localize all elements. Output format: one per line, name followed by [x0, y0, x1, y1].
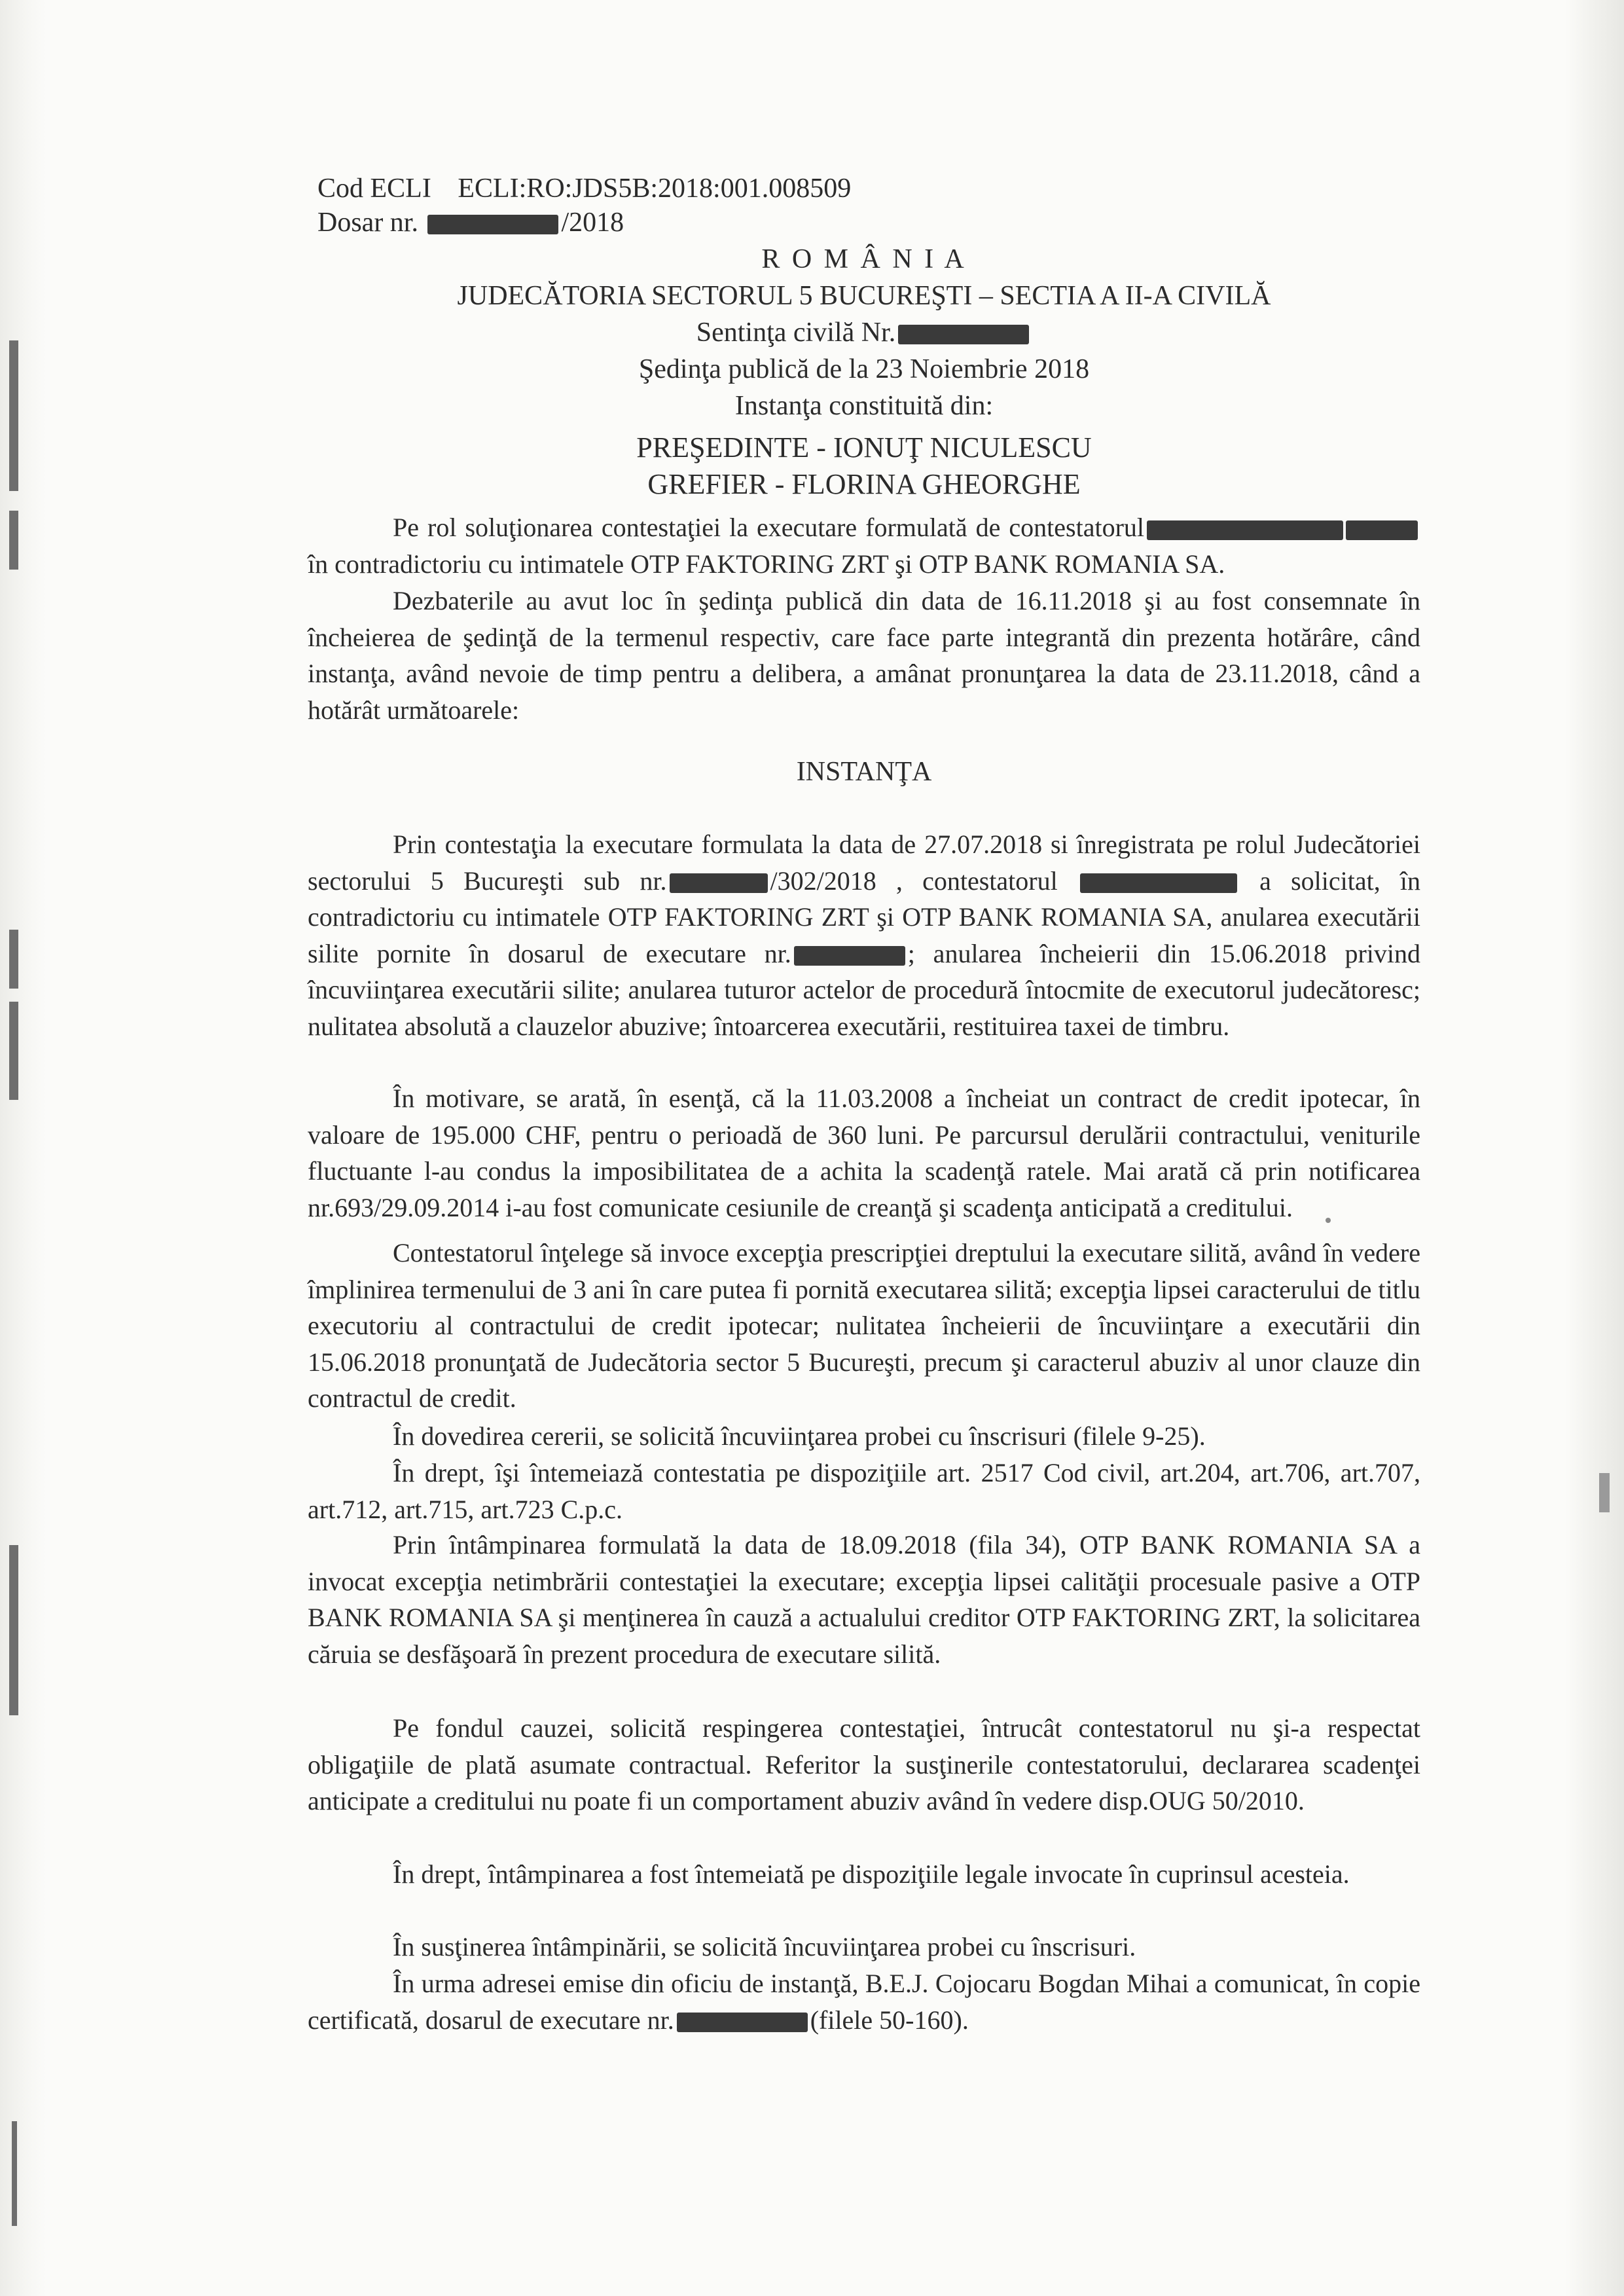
body-paragraph-9: În susţinerea întâmpinării, se solicită încuviinţarea probei cu înscrisuri. — [393, 1932, 1136, 1961]
ecli-line — [317, 172, 1430, 206]
intro-text-a: Pe rol soluţionarea contestaţiei la executare formulată de contestatorul — [393, 513, 1144, 542]
redaction-bar — [898, 325, 1029, 344]
scan-artifact — [9, 1545, 18, 1715]
country-line: R O M Â N I A — [761, 244, 967, 274]
redaction-bar — [1147, 520, 1343, 540]
body-paragraph-3: Contestatorul înţelege să invoce excepţia prescripţiei dreptului la executare silită, având în vedere împlinirea termenului de 3 ani în care putea fi pornită executarea silită; excepţia lipsei caracterului de titlu executoriu al contractului de credit ipotecar; nulitatea încheierii de încuviinţare a executării din 15.06.2018 pronunţată de Judecătoria sector 5 Bucureşti, precum şi caracterul abuziv al unor clauze din contractul de credit. — [308, 1238, 1420, 1413]
intro-paragraph-1 — [308, 509, 1420, 582]
scan-artifact — [9, 930, 18, 989]
case-header — [317, 172, 1430, 240]
body-paragraph-2: În motivare, se arată, în esenţă, că la 11.03.2008 a încheiat un contract de credit ipotecar, în valoare de 195.000 CHF, pentru o perioadă de 360 luni. Pe parcursul derulării contractului, veniturile fluctuante l-au condus la imposibilitatea de a achita la scadenţă ratele. Mai arată că prin notificarea nr.693/29.09.2014 i-au fost comunicate cesiunile de creanţă şi scadenţa anticipată a creditului. — [308, 1084, 1420, 1222]
scan-artifact — [1599, 1473, 1610, 1512]
redaction-bar — [427, 215, 558, 234]
dosar-label: Dosar nr. — [317, 208, 418, 238]
redaction-bar — [1346, 520, 1418, 540]
body-text: /302/2018 , contestatorul — [770, 866, 1058, 896]
body-text: Prin contestaţia la executare formulata la data de 27.07.2018 si înregistrata pe rolul Judecătoriei sectorului 5 Bucureşti sub nr. — [308, 829, 1420, 896]
section-heading: INSTANŢA — [796, 757, 932, 787]
court-line: JUDECĂTORIA SECTORUL 5 BUCUREŞTI – SECTIA A II-A CIVILĂ — [457, 281, 1271, 311]
body-text: ; anularea încheierii din 15.06.2018 privind încuviinţarea executării silite; anularea tuturor actelor de procedură întocmite de executorul judecătoresc; nulitatea absolută a clauzelor abuzive; întoarcerea executării, restituirea taxei de timbru. — [308, 938, 1421, 1041]
scan-artifact — [12, 2121, 17, 2226]
body-paragraph-7: Pe fondul cauzei, solicită respingerea contestaţiei, întrucât contestatorul nu şi-a respectat obligaţiile de plată asumate contractual. Referitor la susţinerile contestatorului, declararea scadenţei anticipate a creditului nu poate fi un comportament abuziv având în vedere disp.OUG 50/2010. — [308, 1713, 1420, 1815]
intro-paragraph-2: Dezbaterile au avut loc în şedinţa publică din data de 16.11.2018 şi au fost consemnate în încheierea de şedinţă de la termenul respectiv, care face parte integrantă din prezenta hotărâre, când instanţa, având nevoie de timp pentru a delibera, a amânat pronunţarea la data de 23.11.2018, când a hotărât următoarele: — [308, 586, 1420, 725]
dosar-line — [317, 206, 1430, 240]
body-text: În urma adresei emise din oficiu de instanţă, B.E.J. Cojocaru Bogdan Mihai a comunicat, în copie certificată, dosarul de executare nr. — [308, 1969, 1420, 2035]
presedinte-line: PREŞEDINTE - IONUŢ NICULESCU — [636, 431, 1092, 464]
sentinta-label: Sentinţa civilă Nr. — [696, 318, 896, 348]
body-paragraph-5: În drept, îşi întemeiază contestatia pe dispoziţiile art. 2517 Cod civil, art.204, art.706, art.707, art.712, art.715, art.723 C.p.c. — [308, 1458, 1420, 1524]
intro-text-b: în contradictoriu cu intimatele OTP FAKTORING ZRT şi OTP BANK ROMANIA SA. — [308, 549, 1225, 579]
redaction-bar — [670, 873, 768, 893]
ecli-value: ECLI:RO:JDS5B:2018:001.008509 — [458, 173, 852, 204]
instanta-line: Instanţa constituită din: — [734, 391, 994, 421]
grefier-line: GREFIER - FLORINA GHEORGHE — [647, 468, 1081, 500]
document-title — [308, 241, 1420, 503]
redaction-bar — [677, 2013, 808, 2032]
sedinta-line: Şedinţa publică de la 23 Noiembrie 2018 — [638, 354, 1090, 384]
body-paragraph-1 — [308, 826, 1420, 1044]
dosar-suffix: /2018 — [561, 208, 624, 238]
body-paragraph-8: În drept, întâmpinarea a fost întemeiată pe dispoziţiile legale invocate în cuprinsul acesteia. — [393, 1859, 1350, 1889]
redaction-bar — [1080, 873, 1237, 893]
body-paragraph-6: Prin întâmpinarea formulată la data de 18.09.2018 (fila 34), OTP BANK ROMANIA SA a invocat excepţia netimbrării contestaţiei la executare; excepţia lipsei calităţii procesuale pasive a OTP BANK ROMANIA SA şi menţinerea în cauză a actualului creditor OTP FAKTORING ZRT, la solicitarea căruia se desfăşoară în prezent procedura de executare silită. — [308, 1530, 1420, 1669]
body-text: a solicitat, în contradictoriu cu intimatele OTP FAKTORING ZRT şi OTP BANK ROMANIA SA, anularea executării silite pornite în dosarul de executare nr. — [308, 866, 1421, 968]
redaction-bar — [794, 946, 905, 966]
scan-artifact — [9, 1002, 18, 1100]
body-text: (filele 50-160). — [810, 2005, 969, 2035]
body-paragraph-10 — [308, 1965, 1420, 2038]
body-paragraph-4: În dovedirea cererii, se solicită încuviinţarea probei cu înscrisuri (filele 9-25). — [393, 1421, 1206, 1451]
scan-artifact — [9, 511, 18, 570]
scan-edge-right — [1565, 0, 1624, 2296]
sentinta-line — [308, 314, 1420, 351]
scan-artifact — [9, 340, 18, 491]
scan-edge-left — [0, 0, 46, 2296]
ecli-label: Cod ECLI — [317, 173, 431, 204]
